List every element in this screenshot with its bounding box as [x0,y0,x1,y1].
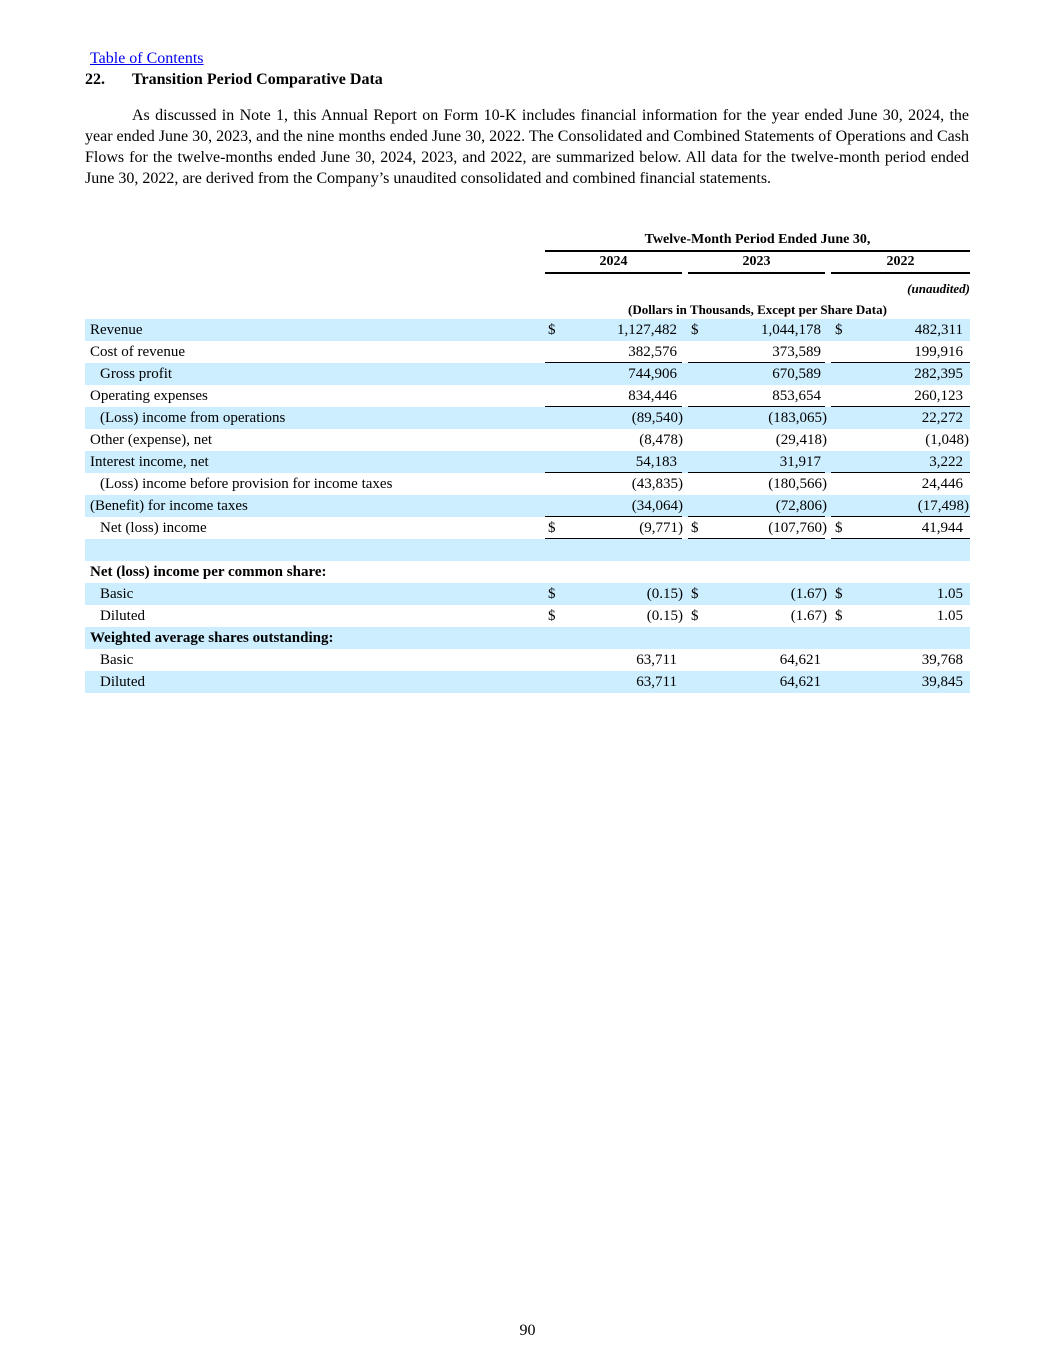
unaudited-note: (unaudited) [907,281,970,296]
row-label: (Loss) income from operations [100,410,286,426]
cell-2024: 744,906 [628,366,677,382]
intro-paragraph: As discussed in Note 1, this Annual Report on Form 10-K includes financial information for the year ended June 30, 2024, the year ended June 30, 2023, and the nine months ended June 30, 2022. The Consolidated and Combined Statements of Operations and Cash Flows for the twelve-months ended June 30, 2024, 2023, and 2022, are summarized below. All data for the twelve-month period ended June 30, 2022, are derived from the Company’s unaudited consolidated and combined financial statements. [85,107,969,187]
row-label: Weighted average shares outstanding: [90,630,334,646]
cell-2024: 63,711 [636,674,677,690]
dollar-sign: $ [548,586,556,602]
table-row [85,451,970,473]
cell-2022: 199,916 [914,344,963,360]
section-row [85,561,970,583]
cell-2022: 482,311 [914,322,963,338]
table-row [85,495,970,517]
cell-2022: 1.05 [936,586,963,602]
row-label: Net (loss) income [100,520,207,536]
col-rule-2024 [545,272,682,274]
cell-2023: 373,589 [772,344,821,360]
cell-2024: 54,183 [635,454,677,470]
cell-2022: 22,272 [921,410,963,426]
cell-2024: (9,771) [639,520,683,536]
table-row [85,407,970,429]
table-row [85,649,970,671]
dollar-sign: $ [691,586,699,602]
table-row [85,517,970,539]
cell-2024: (89,540) [631,410,683,426]
cell-2022: 282,395 [914,366,963,382]
table-row [85,319,970,341]
dollar-sign: $ [691,520,699,536]
cell-2023: (72,806) [775,498,827,514]
row-label: Net (loss) income per common share: [90,564,327,580]
cell-2023: 853,654 [772,388,821,404]
cell-2023: (29,418) [775,432,827,448]
cell-2024: (8,478) [639,432,683,448]
row-label: Cost of revenue [90,344,185,360]
row-label: (Benefit) for income taxes [90,498,248,514]
cell-2022: (1,048) [925,432,969,448]
row-label: Gross profit [100,366,173,382]
cell-2022: 1.05 [936,608,963,624]
section-row [85,627,970,649]
table-row [85,583,970,605]
row-label: Revenue [90,322,143,338]
table-row [85,605,970,627]
period-header: Twelve-Month Period Ended June 30, [644,232,871,247]
col-2024: 2024 [599,254,628,269]
row-label: Basic [100,652,134,668]
row-label: Diluted [100,674,145,690]
cell-2022: 39,768 [921,652,963,668]
table-row [85,385,970,407]
dollar-sign: $ [548,322,556,338]
table-of-contents-link[interactable]: Table of Contents [90,50,204,67]
row-label: Interest income, net [90,454,209,470]
dollar-sign: $ [835,586,843,602]
cell-2022: (17,498) [917,498,969,514]
cell-2022: 260,123 [914,388,963,404]
row-label: Operating expenses [90,388,208,404]
dollar-sign: $ [691,322,699,338]
row-label: Other (expense), net [90,432,213,448]
dollar-sign: $ [835,322,843,338]
page-number: 90 [519,1322,536,1339]
section-title: Transition Period Comparative Data [132,71,383,88]
table-row [85,671,970,693]
cell-2023: (1.67) [790,608,827,624]
cell-2023: (1.67) [790,586,827,602]
row-label: (Loss) income before provision for income taxes [100,476,393,492]
cell-2024: 834,446 [628,388,677,404]
cell-2022: 39,845 [921,674,963,690]
cell-2023: 31,917 [779,454,821,470]
cell-2022: 41,944 [921,520,963,536]
dollar-sign: $ [548,608,556,624]
table-row [85,363,970,385]
cell-2024: (0.15) [646,608,683,624]
cell-2023: 64,621 [779,674,821,690]
header-rule [545,250,970,252]
col-rule-2023 [688,272,825,274]
dollar-sign: $ [835,608,843,624]
cell-2024: (34,064) [631,498,683,514]
cell-2024: 63,711 [636,652,677,668]
spacer-row [85,539,970,561]
section-heading [85,71,383,89]
cell-2024: 1,127,482 [617,322,677,338]
cell-2024: (0.15) [646,586,683,602]
cell-2023: (107,760) [768,520,827,536]
col-rule-2022 [831,272,970,274]
cell-2022: 24,446 [921,476,963,492]
cell-2024: (43,835) [631,476,683,492]
cell-2024: 382,576 [628,344,677,360]
cell-2023: 64,621 [779,652,821,668]
cell-2023: (180,566) [768,476,827,492]
col-2023: 2023 [742,254,771,269]
table-row [85,429,970,451]
table-row [85,341,970,363]
table-row [85,473,970,495]
cell-2023: 670,589 [772,366,821,382]
cell-2023: 1,044,178 [761,322,821,338]
dollar-sign: $ [691,608,699,624]
col-2022: 2022 [886,254,915,269]
dollar-sign: $ [835,520,843,536]
cell-2022: 3,222 [929,454,963,470]
units-note: (Dollars in Thousands, Except per Share Data) [628,302,887,317]
row-label: Basic [100,586,134,602]
cell-2023: (183,065) [768,410,827,426]
dollar-sign: $ [548,520,556,536]
row-label: Diluted [100,608,145,624]
section-number: 22. [85,71,105,88]
